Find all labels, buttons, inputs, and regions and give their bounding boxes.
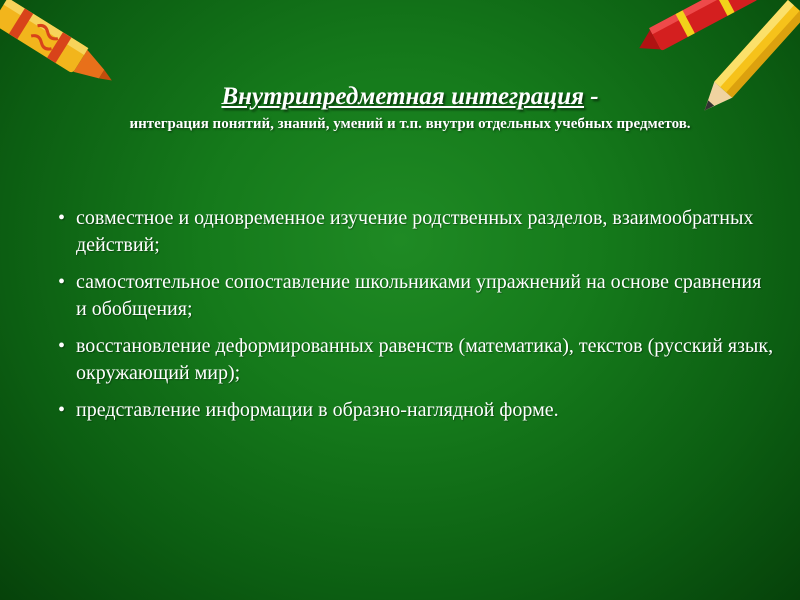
title-text: Внутрипредметная интеграция	[221, 83, 584, 110]
bullet-icon: •	[58, 271, 66, 293]
list-item	[54, 205, 774, 259]
slide-title	[80, 80, 740, 114]
list-item	[54, 333, 774, 387]
title-block	[80, 80, 740, 135]
bullet-icon: •	[58, 335, 66, 357]
title-dash: -	[583, 83, 599, 110]
list-item	[54, 269, 774, 323]
bullet-text: самостоятельное сопоставление школьниками упражнений на основе сравнения и обобщения;	[76, 271, 762, 320]
bullet-text: совместное и одновременное изучение родственных разделов, взаимообратных действий;	[76, 207, 754, 256]
slide-subtitle: интеграция понятий, знаний, умений и т.п. внутри отдельных учебных предметов.	[129, 116, 691, 132]
list-item	[54, 397, 774, 424]
bullet-text: восстановление деформированных равенств (математика), текстов (русский язык, окружающий мир);	[76, 335, 774, 384]
bullet-list	[54, 205, 774, 434]
bullet-icon: •	[58, 399, 66, 421]
bullet-icon: •	[58, 207, 66, 229]
bullet-text: представление информации в образно-наглядной форме.	[76, 399, 559, 421]
